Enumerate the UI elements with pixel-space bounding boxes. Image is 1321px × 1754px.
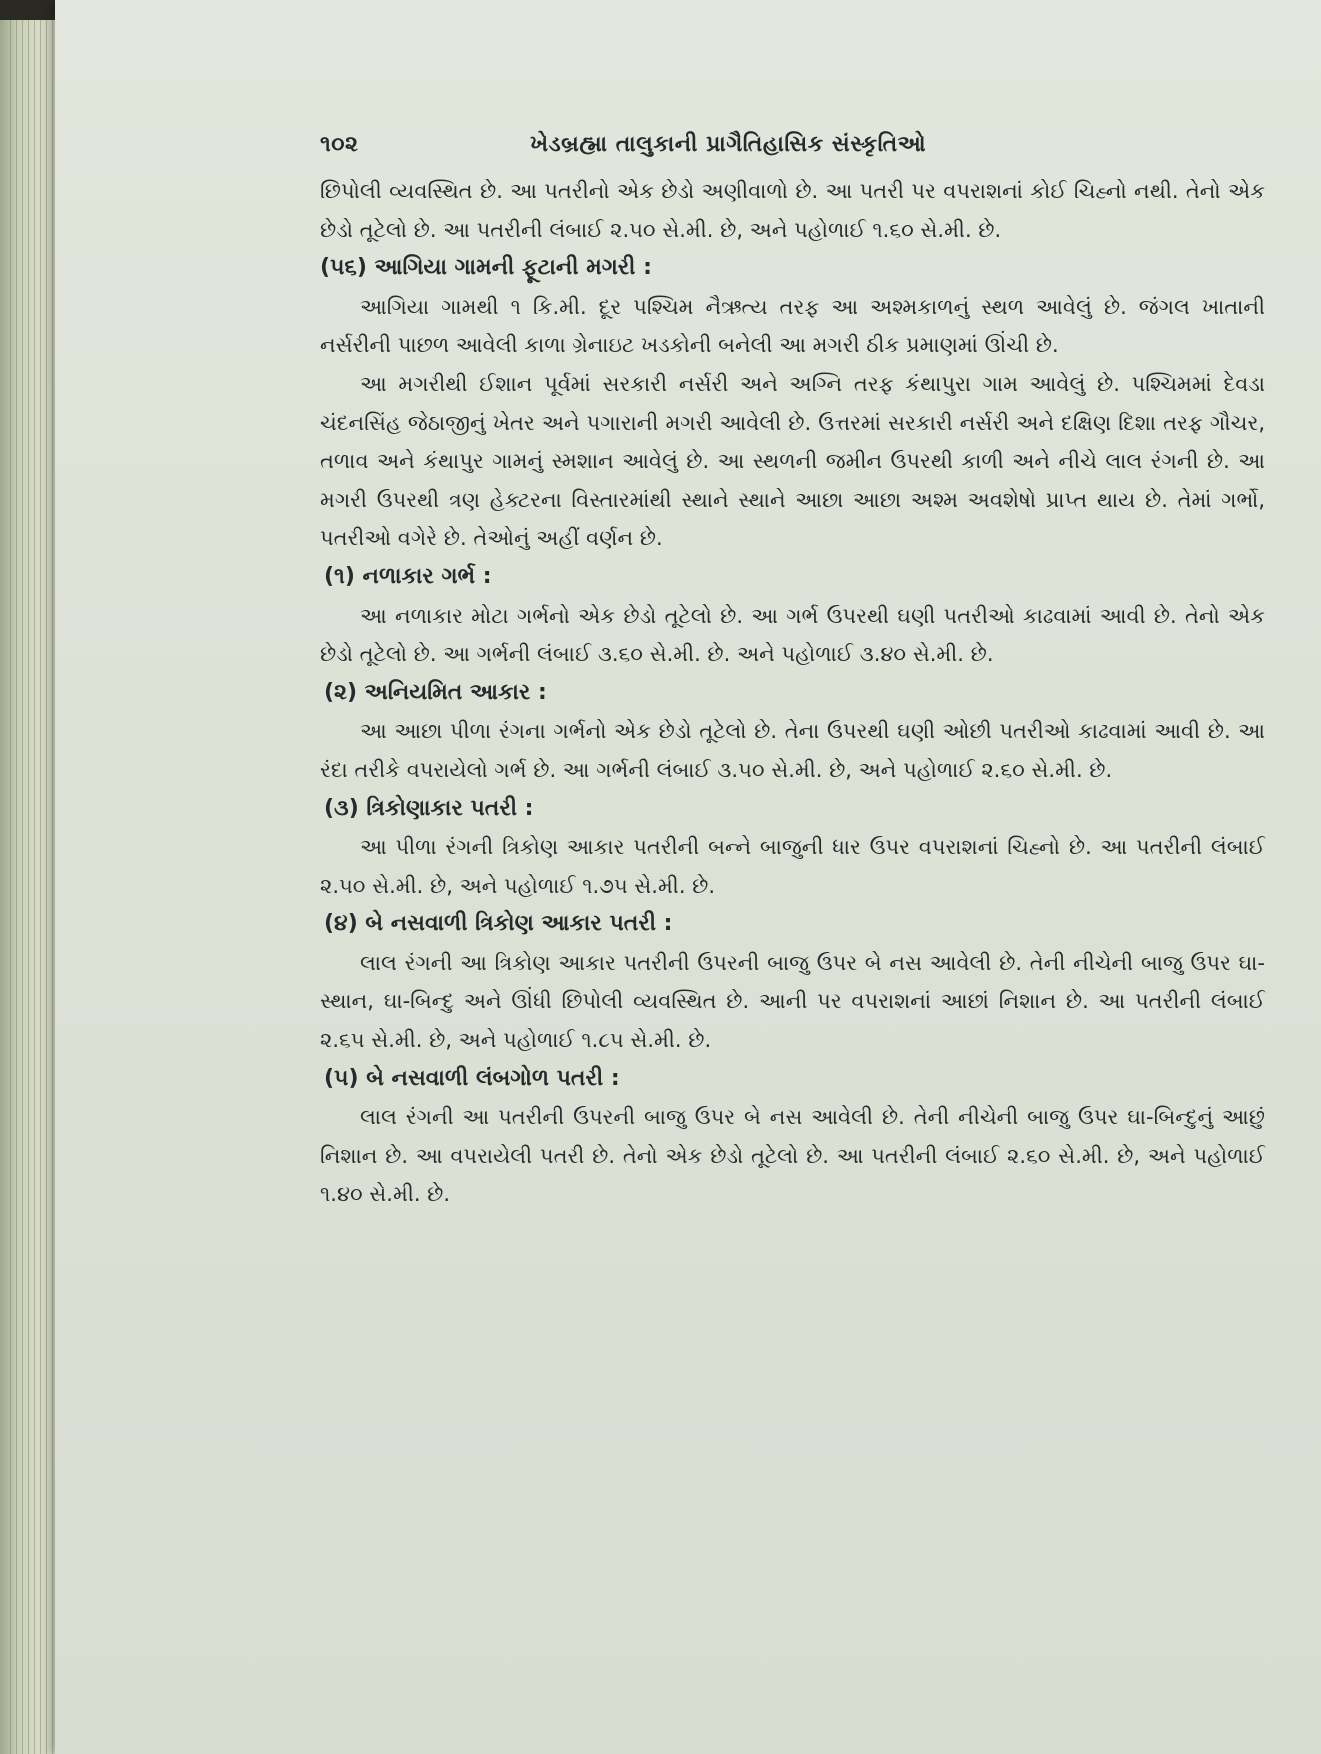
running-title: ખેડબ્રહ્મા તાલુકાની પ્રાગૈતિહાસિક સંસ્કૃતિઓ xyxy=(530,132,927,157)
subheading-3: (૩) ત્રિકોણાકાર પતરી : xyxy=(324,795,534,821)
paragraph-item-2: આ આછા પીળા રંગના ગર્ભનો એક છેડો તૂટેલો છે. તેના ઉપરથી ઘણી ઓછી પતરીઓ કાઢવામાં આવી છે. આ રંદા તરીકે વપરાયેલો ગર્ભ છે. આ ગર્ભની લંબાઈ ૩.૫૦ સે.મી. છે, અને પહોળાઈ ૨.૬૦ સે.મી. છે. xyxy=(320,719,1265,782)
subheading-2: (૨) અનિયમિત આકાર : xyxy=(324,679,547,705)
stacked-page-lines xyxy=(10,20,60,1754)
paragraph-site-surroundings: આ મગરીથી ઈશાન પૂર્વમાં સરકારી નર્સરી અને અગ્નિ તરફ કંથાપુરા ગામ આવેલું છે. પશ્ચિમમાં દેવડા ચંદનસિંહ જેઠાજીનું ખેતર અને પગારાની મગરી આવેલી છે. ઉત્તરમાં સરકારી નર્સરી અને દક્ષિણ દિશા તરફ ગૌચર, તળાવ અને કંથાપુર ગામનું સ્મશાન આવેલું છે. આ સ્થળની જમીન ઉપરથી કાળી અને નીચે લાલ રંગની છે. આ મગરી ઉપરથી ત્રણ હેક્ટરના વિસ્તારમાંથી સ્થાને સ્થાને આછા આછા અશ્મ અવશેષો પ્રાપ્ત થાય છે. તેમાં ગર્ભો, પતરીઓ વગેરે છે. તેઓનું અહીં વર્ણન છે. xyxy=(320,371,1265,551)
page-number: ૧૦૨ xyxy=(320,132,359,157)
paragraph-item-1: આ નળાકાર મોટા ગર્ભનો એક છેડો તૂટેલો છે. આ ગર્ભ ઉપરથી ઘણી પતરીઓ કાઢવામાં આવી છે. તેનો એક છેડો તૂટેલો છે. આ ગર્ભની લંબાઈ ૩.૬૦ સે.મી. છે. અને પહોળાઈ ૩.૪૦ સે.મી. છે. xyxy=(320,603,1265,667)
paragraph-item-3: આ પીળા રંગની ત્રિકોણ આકાર પતરીની બન્ને બાજુની ધાર ઉપર વપરાશનાં ચિહ્નો છે. આ પતરીની લંબાઈ ૨.૫૦ સે.મી. છે, અને પહોળાઈ ૧.૭૫ સે.મી. છે. xyxy=(320,835,1265,898)
subheading-4: (૪) બે નસવાળી ત્રિકોણ આકાર પતરી : xyxy=(324,911,673,937)
paragraph-site-location: આગિયા ગામથી ૧ કિ.મી. દૂર પશ્ચિમ નૈઋત્ય તરફ આ અશ્મકાળનું સ્થળ આવેલું છે. જંગલ ખાતાની નર્સરીની પાછળ આવેલી કાળા ગ્રેનાઇટ ખડકોની બનેલી આ મગરી ઠીક પ્રમાણમાં ઊંચી છે. xyxy=(320,294,1265,358)
book-page xyxy=(55,0,1321,1754)
paragraph-continuation: છિપોલી વ્યવસ્થિત છે. આ પતરીનો એક છેડો અણીવાળો છે. આ પતરી પર વપરાશનાં કોઈ ચિહ્નો નથી. તેનો એક છેડો તૂટેલો છે. આ પતરીની લંબાઈ ૨.૫૦ સે.મી. છે, અને પહોળાઈ ૧.૬૦ સે.મી. છે. xyxy=(320,179,1265,242)
subheading-1: (૧) નળાકાર ગર્ભ : xyxy=(324,563,492,589)
paragraph-item-5: લાલ રંગની આ પતરીની ઉપરની બાજુ ઉપર બે નસ આવેલી છે. તેની નીચેની બાજુ ઉપર ઘા-બિન્દુનું આછું નિશાન છે. આ વપરાયેલી પતરી છે. તેનો એક છેડો તૂટેલો છે. આ પતરીની લંબાઈ ૨.૬૦ સે.મી. છે, અને પહોળાઈ ૧.૪૦ સે.મી. છે. xyxy=(320,1105,1265,1207)
subheading-5: (૫) બે નસવાળી લંબગોળ પતરી : xyxy=(324,1065,620,1091)
page-content xyxy=(320,132,1265,1214)
page-header xyxy=(320,132,1265,172)
section-heading-56: (૫૬) આગિયા ગામની ફૂટાની મગરી : xyxy=(320,255,652,281)
paragraph-item-4: લાલ રંગની આ ત્રિકોણ આકાર પતરીની ઉપરની બાજુ ઉપર બે નસ આવેલી છે. તેની નીચેની બાજુ ઉપર ઘા-સ્થાન, ઘા-બિન્દુ અને ઊંધી છિપોલી વ્યવસ્થિત છે. આની પર વપરાશનાં આછાં નિશાન છે. આ પતરીની લંબાઈ ૨.૬૫ સે.મી. છે, અને પહોળાઈ ૧.૮૫ સે.મી. છે. xyxy=(320,950,1265,1053)
